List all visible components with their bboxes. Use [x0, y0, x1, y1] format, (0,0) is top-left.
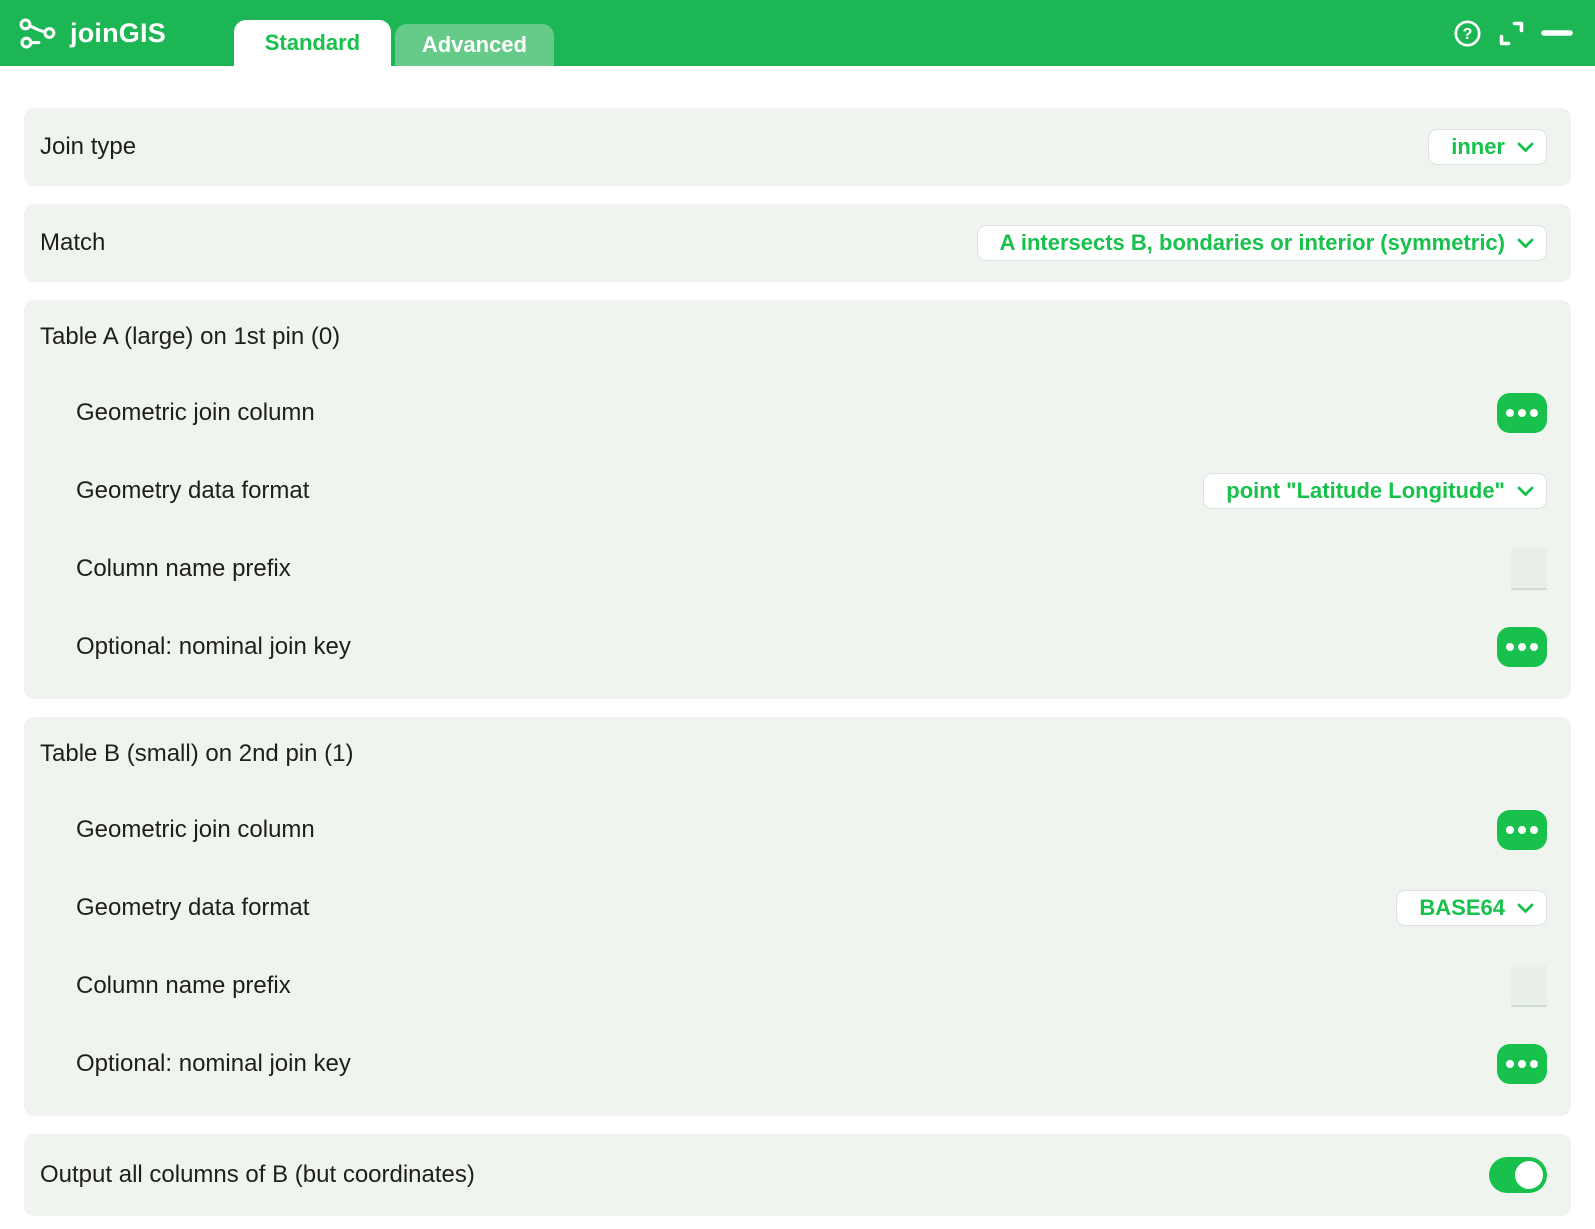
nominal-join-key-label: Optional: nominal join key — [76, 1050, 351, 1077]
tab-standard[interactable]: Standard — [234, 20, 391, 66]
table-a-geometric-join-column-field — [40, 374, 1547, 452]
header-actions — [1453, 0, 1595, 66]
table-b-geometry-data-format-select[interactable] — [1396, 890, 1547, 926]
join-type-select[interactable] — [1428, 129, 1547, 165]
chevron-down-icon — [1517, 142, 1534, 153]
table-a-column-name-prefix-input[interactable] — [1511, 548, 1547, 590]
match-row — [24, 204, 1571, 282]
column-name-prefix-label: Column name prefix — [76, 972, 291, 999]
output-all-columns-toggle[interactable] — [1489, 1157, 1547, 1193]
chevron-down-icon — [1517, 903, 1534, 914]
table-a-nominal-join-key-field — [40, 608, 1547, 686]
svg-text:?: ? — [1462, 25, 1473, 43]
join-nodes-icon — [14, 13, 58, 53]
settings-form — [0, 66, 1595, 1229]
nominal-join-key-label: Optional: nominal join key — [76, 633, 351, 660]
geometric-join-column-label: Geometric join column — [76, 399, 315, 426]
tab-advanced[interactable]: Advanced — [395, 24, 554, 66]
tab-bar — [234, 0, 554, 66]
table-a-section — [24, 300, 1571, 699]
match-label: Match — [40, 229, 106, 256]
match-select[interactable] — [977, 225, 1547, 261]
app-title: joinGIS — [70, 17, 166, 48]
table-b-nominal-join-key-field — [40, 1025, 1547, 1103]
table-b-title: Table B (small) on 2nd pin (1) — [40, 740, 354, 767]
table-a-title: Table A (large) on 1st pin (0) — [40, 323, 341, 350]
table-b-column-name-prefix-input[interactable] — [1511, 965, 1547, 1007]
table-b-column-name-prefix-field — [40, 947, 1547, 1025]
join-type-value: inner — [1451, 134, 1505, 159]
chevron-down-icon — [1517, 486, 1534, 497]
expand-button[interactable] — [1498, 20, 1525, 47]
minimize-button[interactable] — [1541, 28, 1573, 38]
app-header — [0, 0, 1595, 66]
table-b-geometric-join-column-field — [40, 791, 1547, 869]
geometric-join-column-label: Geometric join column — [76, 816, 315, 843]
ellipsis-icon — [1506, 409, 1514, 417]
app-brand — [14, 0, 166, 66]
help-icon — [1453, 19, 1482, 48]
table-b-section — [24, 717, 1571, 1116]
ellipsis-icon — [1506, 643, 1514, 651]
chevron-down-icon — [1517, 238, 1534, 249]
table-a-geometry-data-format-value: point "Latitude Longitude" — [1226, 478, 1505, 503]
table-b-nominal-join-key-button[interactable] — [1497, 1044, 1547, 1084]
geometry-data-format-label: Geometry data format — [76, 477, 310, 504]
table-b-geometry-data-format-field — [40, 869, 1547, 947]
table-b-geometric-join-column-button[interactable] — [1497, 810, 1547, 850]
minimize-icon — [1541, 28, 1573, 38]
output-all-columns-row — [24, 1134, 1571, 1216]
join-type-label: Join type — [40, 133, 137, 160]
table-a-geometry-data-format-select[interactable] — [1203, 473, 1547, 509]
table-a-geometry-data-format-field — [40, 452, 1547, 530]
help-button[interactable] — [1453, 19, 1482, 48]
ellipsis-icon — [1506, 826, 1514, 834]
column-name-prefix-label: Column name prefix — [76, 555, 291, 582]
match-value: A intersects B, bondaries or interior (symmetric) — [999, 230, 1505, 255]
join-type-row — [24, 108, 1571, 186]
table-a-column-name-prefix-field — [40, 530, 1547, 608]
table-a-geometric-join-column-button[interactable] — [1497, 393, 1547, 433]
geometry-data-format-label: Geometry data format — [76, 894, 310, 921]
table-a-nominal-join-key-button[interactable] — [1497, 627, 1547, 667]
expand-icon — [1498, 20, 1525, 47]
output-all-columns-label: Output all columns of B (but coordinates) — [40, 1161, 475, 1188]
table-b-geometry-data-format-value: BASE64 — [1419, 895, 1505, 920]
toggle-knob — [1515, 1161, 1543, 1189]
ellipsis-icon — [1506, 1060, 1514, 1068]
